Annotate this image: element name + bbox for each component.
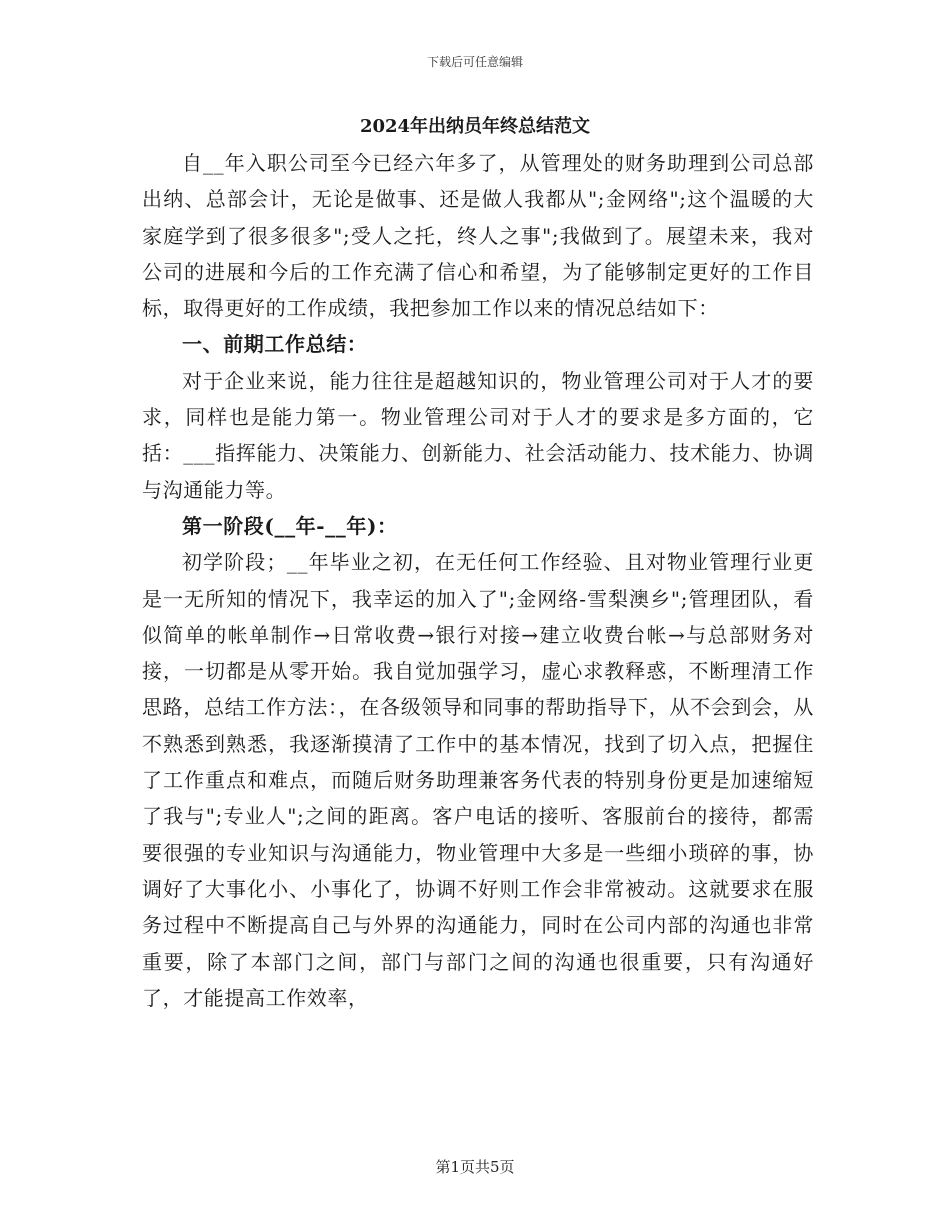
document-title: 2024年出纳员年终总结范文 xyxy=(359,116,591,137)
section-heading-early-work: 一、前期工作总结： xyxy=(182,332,368,357)
paragraph-ability: 对于企业来说，能力往往是超越知识的，物业管理公司对于人才的要求，同样也是能力第一。物业管理公司对于人才的要求是多方面的，它括：___指挥能力、决策能力、创新能力、社会活动能力、技术能力、协调与沟通能力等。 xyxy=(142,368,814,502)
document-body xyxy=(142,145,814,1016)
paragraph-intro: 自__年入职公司至今已经六年多了，从管理处的财务助理到公司总部出纳、总部会计，无论是做事、还是做人我都从";金网络";这个温暖的大家庭学到了很多很多";受人之托，终人之事";我做到了。展望未来，我对公司的进展和今后的工作充满了信心和希望，为了能够制定更好的工作目标，取得更好的工作成绩，我把参加工作以来的情况总结如下： xyxy=(142,151,814,321)
page-footer: 第1页共5页 xyxy=(435,1158,515,1176)
header-note: 下载后可任意编辑 xyxy=(426,55,523,69)
paragraph-stage-one: 初学阶段；__年毕业之初，在无任何工作经验、且对物业管理行业更是一无所知的情况下，我幸运的加入了";金网络-雪梨澳乡";管理团队，看似简单的帐单制作→日常收费→银行对接→建立收费台帐→与总部财务对接，一切都是从零开始。我自觉加强学习，虚心求教释惑，不断理清工作思路，总结工作方法：，在各级领导和同事的帮助指导下，从不会到会，从不熟悉到熟悉，我逐渐摸清了工作中的基本情况，找到了切入点，把握住了工作重点和难点，而随后财务助理兼客务代表的特别身份更是加速缩短了我与";专业人";之间的距离。客户电话的接听、客服前台的接待，都需要很强的专业知识与沟通能力，物业管理中大多是一些细小琐碎的事，协调好了大事化小、小事化了，协调不好则工作会非常被动。这就要求在服务过程中不断提高自己与外界的沟通能力，同时在公司内部的沟通也非常重要，除了本部门之间，部门与部门之间的沟通也很重要，只有沟通好了，才能提高工作效率， xyxy=(142,550,814,1010)
section-heading-stage-one: 第一阶段(__年-__年)： xyxy=(182,513,398,538)
